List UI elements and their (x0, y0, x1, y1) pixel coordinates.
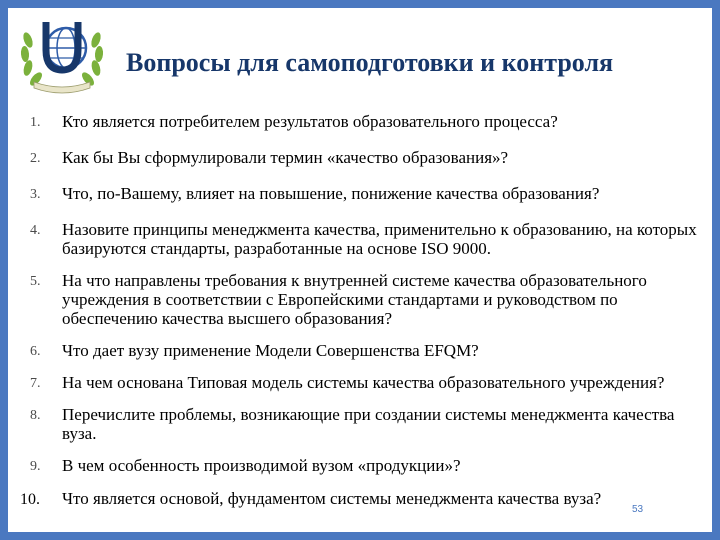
item-text: В чем особенность производимой вузом «продукции»? (62, 456, 461, 475)
list-item (30, 220, 706, 258)
list-item (30, 148, 706, 167)
list-item (30, 184, 706, 203)
university-logo (16, 12, 108, 98)
item-number: 3. (30, 187, 41, 202)
list-item (30, 373, 706, 392)
list-item (30, 112, 706, 131)
list-item (20, 489, 706, 508)
list-item (30, 271, 706, 328)
item-number: 5. (30, 274, 41, 289)
item-number: 10. (20, 491, 40, 508)
list-item (30, 341, 706, 360)
item-text: Что является основой, фундаментом системы менеджмента качества вуза? (62, 489, 602, 508)
item-number: 2. (30, 151, 41, 166)
item-number: 1. (30, 115, 41, 130)
item-text: Что дает вузу применение Модели Совершенства EFQM? (62, 341, 479, 360)
page-number: 53 (632, 504, 644, 515)
questions-list (20, 112, 706, 508)
item-text: Кто является потребителем результатов образовательного процесса? (62, 112, 558, 131)
university-laurel-logo-icon (16, 12, 108, 98)
item-text: Что, по-Вашему, влияет на повышение, понижение качества образования? (62, 184, 600, 203)
item-number: 6. (30, 344, 41, 359)
slide (8, 8, 712, 532)
slide-title: Вопросы для самоподготовки и контроля (126, 48, 614, 77)
item-text: На чем основана Типовая модель системы качества образовательного учреждения? (62, 373, 665, 392)
item-number: 9. (30, 459, 41, 474)
item-number: 4. (30, 223, 41, 238)
item-text: Перечислите проблемы, возникающие при создании системы менеджмента качества вуза. (62, 405, 675, 443)
item-text: Назовите принципы менеджмента качества, применительно к образованию, на которых базируются стандарты, разработанные на основе ISO 9000. (62, 220, 697, 258)
item-text: На что направлены требования к внутренней системе качества образовательного учреждения в соответствии с Европейскими стандартами и руководством по обеспечению качества высшего образования? (62, 271, 647, 328)
item-number: 8. (30, 408, 41, 423)
item-number: 7. (30, 376, 41, 391)
list-item (30, 405, 706, 443)
item-text: Как бы Вы сформулировали термин «качество образования»? (62, 148, 509, 167)
list-item (30, 456, 706, 475)
